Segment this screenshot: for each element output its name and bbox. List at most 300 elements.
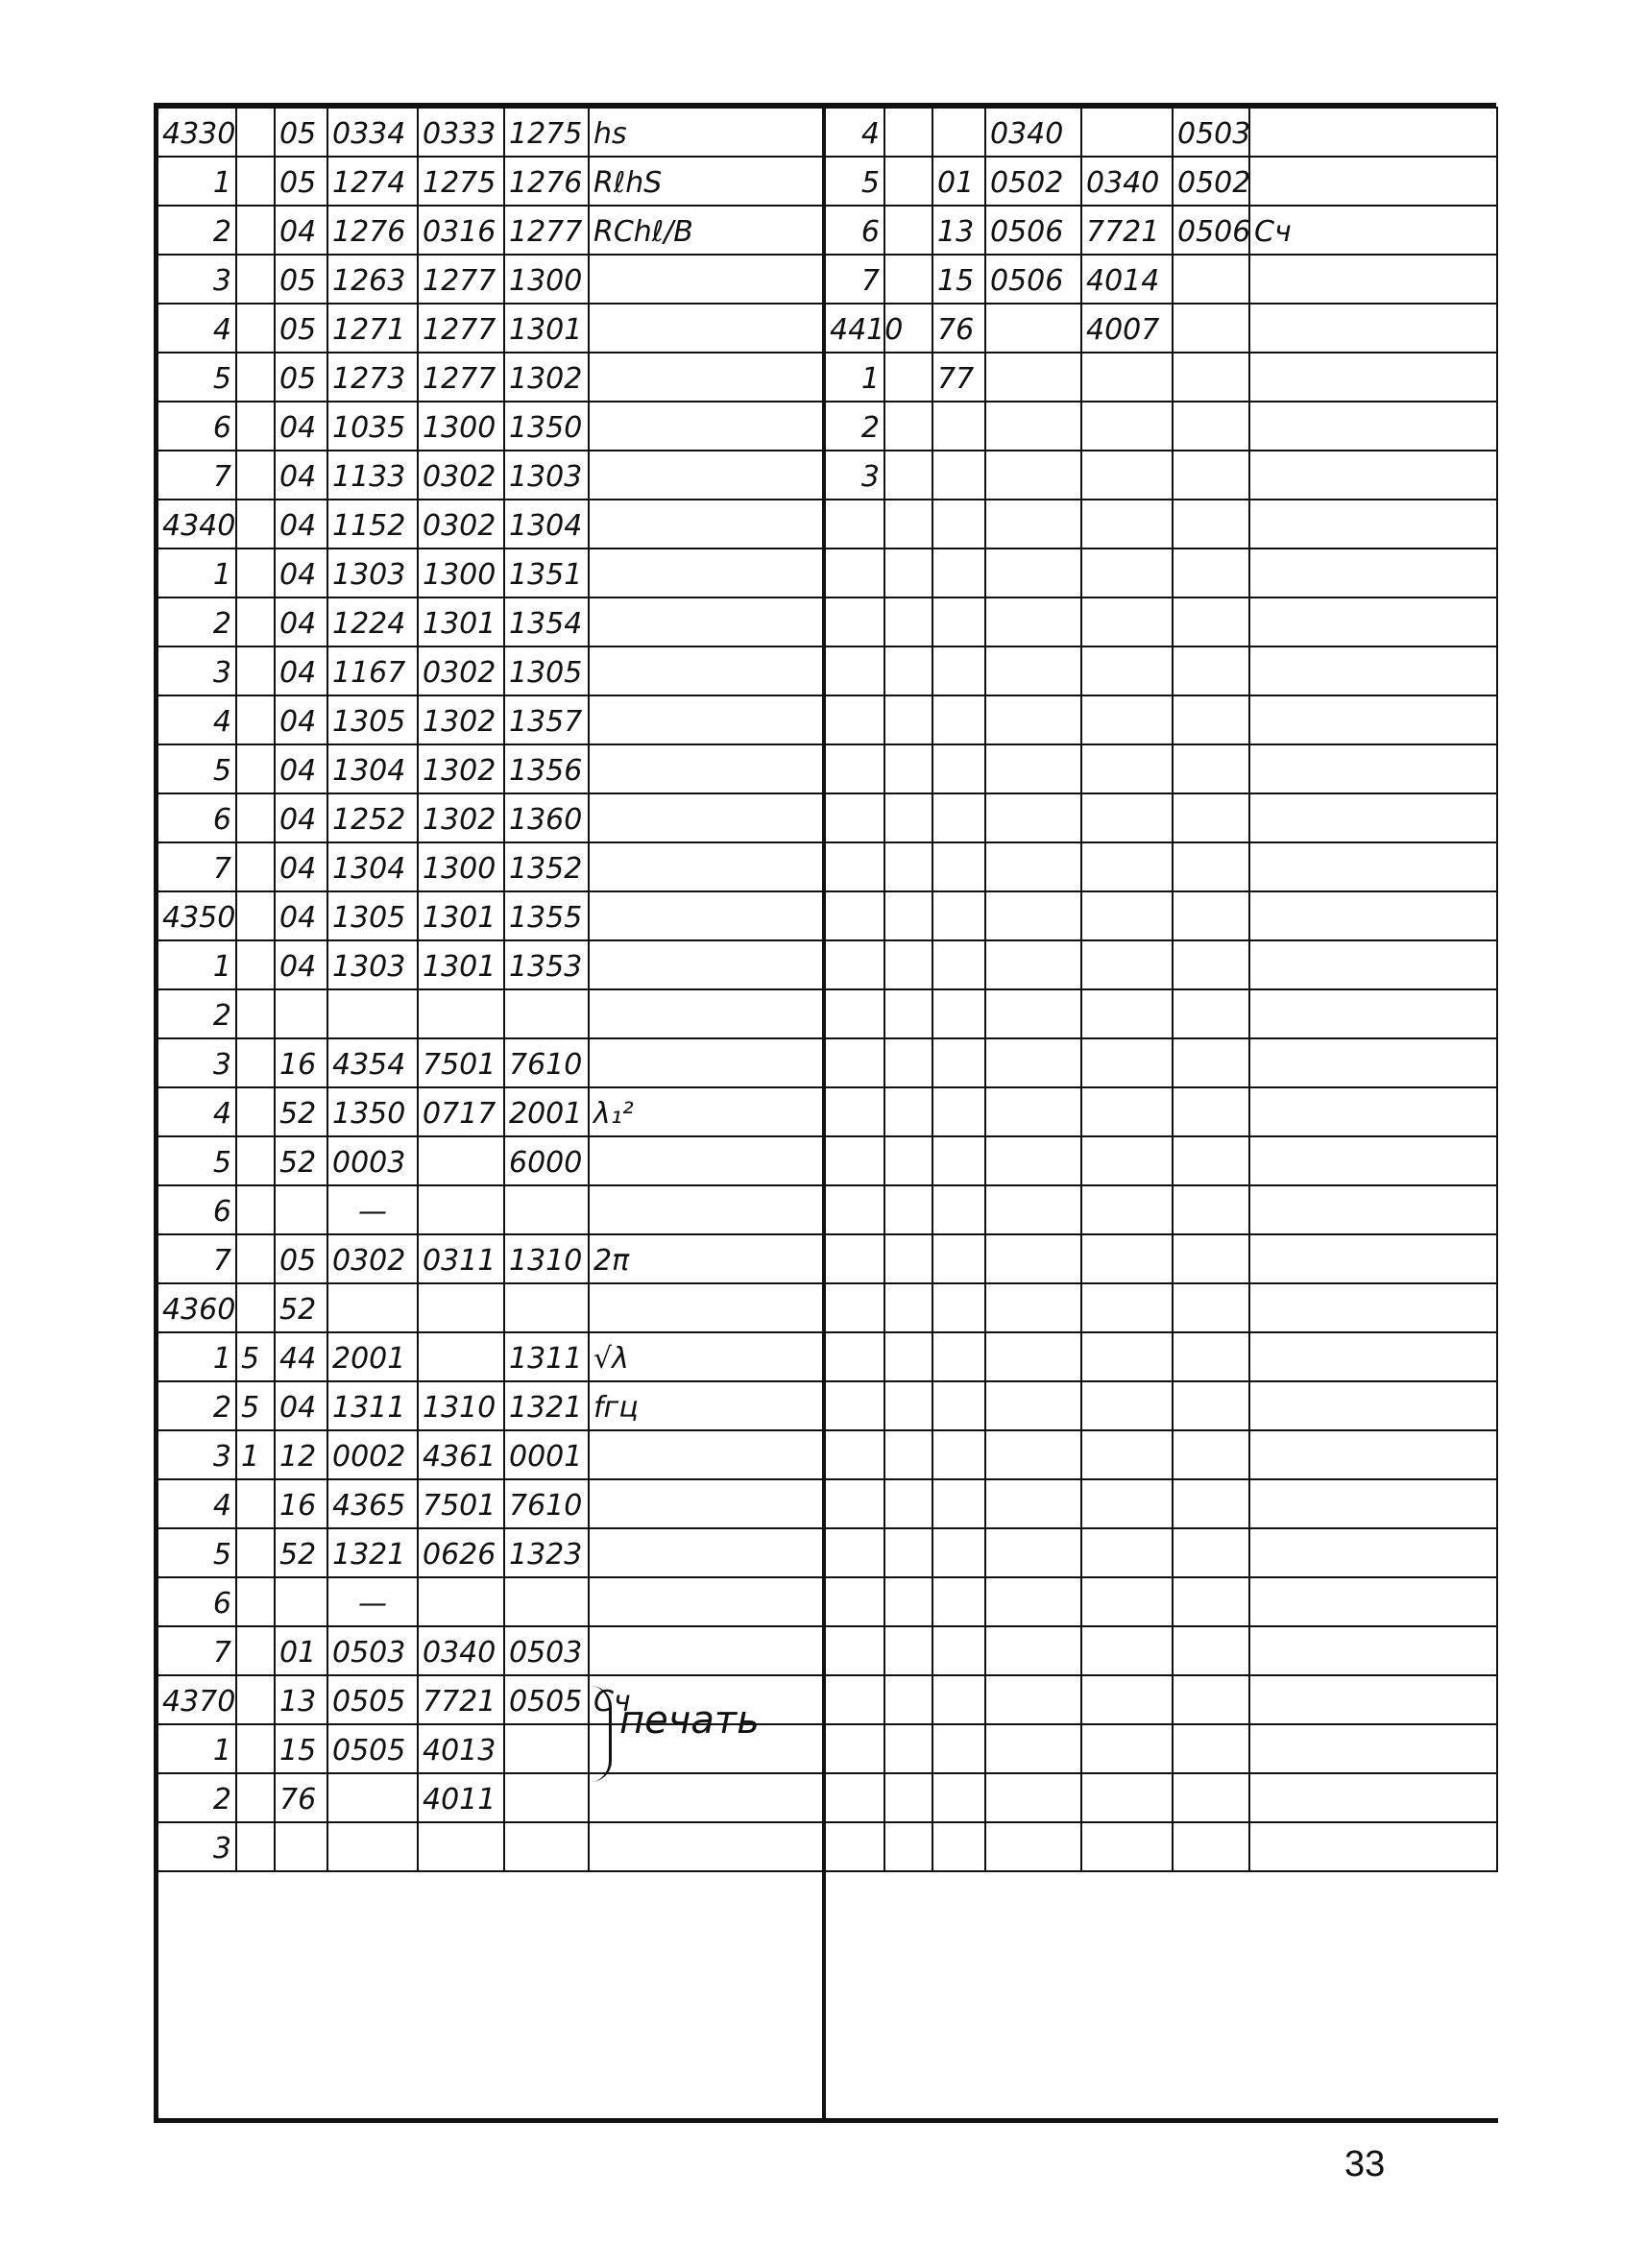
address-cell: 4330 <box>157 108 236 157</box>
operand3-cell <box>1173 1773 1249 1822</box>
table-row <box>157 500 825 549</box>
print-brace-label: печать <box>619 1698 760 1743</box>
flag-cell <box>236 1038 275 1087</box>
opcode-cell: 05 <box>275 1234 327 1283</box>
address-cell: 2 <box>157 989 236 1038</box>
table-row <box>825 1479 1497 1528</box>
address-cell: 4 <box>157 304 236 353</box>
operand3-cell <box>1173 793 1249 842</box>
table-row <box>825 597 1497 646</box>
note-cell <box>1249 1479 1497 1528</box>
right-table-body <box>825 108 1497 1871</box>
address-cell: 3 <box>157 646 236 695</box>
operand3-cell: 1301 <box>504 304 589 353</box>
operand3-cell <box>1173 255 1249 304</box>
table-row <box>825 1381 1497 1430</box>
table-row <box>825 353 1497 402</box>
flag-cell <box>884 597 932 646</box>
table-row <box>825 1283 1497 1332</box>
note-cell <box>589 1430 825 1479</box>
table-row <box>157 157 825 206</box>
opcode-cell: 04 <box>275 744 327 793</box>
operand3-cell: 1352 <box>504 842 589 891</box>
operand1-cell <box>985 1332 1081 1381</box>
address-cell <box>825 1234 884 1283</box>
note-cell <box>589 255 825 304</box>
operand2-cell <box>1081 1185 1173 1234</box>
opcode-cell <box>932 451 985 500</box>
flag-cell <box>884 451 932 500</box>
note-cell <box>589 353 825 402</box>
note-cell <box>1249 1577 1497 1626</box>
opcode-cell <box>932 1234 985 1283</box>
opcode-cell: 16 <box>275 1479 327 1528</box>
operand1-cell <box>985 451 1081 500</box>
operand1-cell: 1133 <box>327 451 418 500</box>
flag-cell <box>236 1283 275 1332</box>
operand3-cell: 1302 <box>504 353 589 402</box>
opcode-cell: 77 <box>932 353 985 402</box>
opcode-cell <box>932 842 985 891</box>
operand1-cell: 0002 <box>327 1430 418 1479</box>
operand1-cell <box>985 1136 1081 1185</box>
operand2-cell: 1302 <box>418 793 504 842</box>
address-cell: 4370 <box>157 1675 236 1724</box>
table-row <box>825 206 1497 255</box>
address-cell <box>825 1675 884 1724</box>
operand2-cell <box>1081 744 1173 793</box>
right-program-table <box>824 107 1498 1872</box>
table-row <box>825 1724 1497 1773</box>
operand1-cell <box>985 940 1081 989</box>
table-row <box>157 304 825 353</box>
table-row <box>157 597 825 646</box>
table-row <box>825 940 1497 989</box>
flag-cell <box>884 793 932 842</box>
operand2-cell <box>418 1332 504 1381</box>
table-row <box>157 255 825 304</box>
operand2-cell: 1300 <box>418 549 504 597</box>
opcode-cell: 76 <box>932 304 985 353</box>
opcode-cell: 04 <box>275 891 327 940</box>
operand1-cell: 0334 <box>327 108 418 157</box>
address-cell: 7 <box>157 1234 236 1283</box>
address-cell: 4 <box>157 695 236 744</box>
note-cell <box>589 1136 825 1185</box>
note-cell <box>1249 1724 1497 1773</box>
opcode-cell <box>932 989 985 1038</box>
opcode-cell: 52 <box>275 1528 327 1577</box>
operand1-cell: 0506 <box>985 206 1081 255</box>
opcode-cell: 52 <box>275 1283 327 1332</box>
operand1-cell <box>327 1822 418 1871</box>
table-row <box>157 1038 825 1087</box>
opcode-cell: 05 <box>275 353 327 402</box>
note-cell <box>1249 1136 1497 1185</box>
opcode-cell: 05 <box>275 157 327 206</box>
operand1-cell: 1167 <box>327 646 418 695</box>
operand2-cell <box>1081 1675 1173 1724</box>
operand1-cell <box>985 1675 1081 1724</box>
operand2-cell <box>418 1822 504 1871</box>
operand3-cell: 1300 <box>504 255 589 304</box>
operand3-cell: 1277 <box>504 206 589 255</box>
note-cell <box>589 1479 825 1528</box>
operand1-cell: 0503 <box>327 1626 418 1675</box>
operand2-cell: 0333 <box>418 108 504 157</box>
operand3-cell <box>504 1822 589 1871</box>
opcode-cell: 05 <box>275 255 327 304</box>
table-row <box>157 549 825 597</box>
address-cell: 4340 <box>157 500 236 549</box>
opcode-cell <box>932 1087 985 1136</box>
opcode-cell: 15 <box>275 1724 327 1773</box>
flag-cell <box>884 206 932 255</box>
operand3-cell: 1321 <box>504 1381 589 1430</box>
operand1-cell <box>985 1773 1081 1822</box>
opcode-cell <box>932 793 985 842</box>
address-cell: 4410 <box>825 304 884 353</box>
address-cell: 5 <box>157 353 236 402</box>
note-cell <box>1249 1675 1497 1724</box>
opcode-cell <box>932 695 985 744</box>
flag-cell <box>884 1724 932 1773</box>
operand1-cell: 1274 <box>327 157 418 206</box>
note-cell <box>1249 793 1497 842</box>
operand1-cell: 1271 <box>327 304 418 353</box>
note-cell <box>1249 451 1497 500</box>
opcode-cell: 15 <box>932 255 985 304</box>
opcode-cell: 04 <box>275 940 327 989</box>
operand2-cell: 7501 <box>418 1038 504 1087</box>
operand2-cell <box>1081 1283 1173 1332</box>
flag-cell <box>884 1626 932 1675</box>
note-cell: Сч <box>589 1675 825 1724</box>
operand3-cell <box>1173 1038 1249 1087</box>
note-cell <box>1249 1381 1497 1430</box>
operand2-cell: 1301 <box>418 891 504 940</box>
operand2-cell: 1301 <box>418 597 504 646</box>
operand2-cell <box>418 1136 504 1185</box>
flag-cell <box>884 108 932 157</box>
table-row <box>157 940 825 989</box>
operand2-cell <box>1081 1626 1173 1675</box>
opcode-cell <box>932 1430 985 1479</box>
note-cell <box>1249 940 1497 989</box>
address-cell <box>825 891 884 940</box>
opcode-cell: 04 <box>275 402 327 451</box>
flag-cell <box>236 940 275 989</box>
address-cell: 5 <box>157 1136 236 1185</box>
address-cell <box>825 1430 884 1479</box>
operand3-cell <box>504 1773 589 1822</box>
address-cell <box>825 1381 884 1430</box>
note-cell <box>589 1283 825 1332</box>
address-cell: 6 <box>157 1185 236 1234</box>
flag-cell <box>236 1087 275 1136</box>
note-cell <box>589 304 825 353</box>
note-cell <box>589 793 825 842</box>
note-cell <box>1249 1773 1497 1822</box>
table-row <box>825 1038 1497 1087</box>
operand2-cell <box>418 1577 504 1626</box>
note-cell: RChℓ/B <box>589 206 825 255</box>
operand1-cell <box>985 353 1081 402</box>
table-row <box>825 1626 1497 1675</box>
table-row <box>157 1479 825 1528</box>
flag-cell <box>884 1773 932 1822</box>
operand1-cell: 0505 <box>327 1675 418 1724</box>
operand2-cell: 1277 <box>418 255 504 304</box>
operand2-cell <box>1081 1822 1173 1871</box>
table-row <box>825 646 1497 695</box>
operand2-cell <box>418 1283 504 1332</box>
operand1-cell: 4365 <box>327 1479 418 1528</box>
operand2-cell: 0302 <box>418 451 504 500</box>
opcode-cell: 01 <box>932 157 985 206</box>
flag-cell <box>884 1675 932 1724</box>
opcode-cell <box>932 891 985 940</box>
address-cell: 4 <box>157 1479 236 1528</box>
operand2-cell <box>418 989 504 1038</box>
opcode-cell <box>932 108 985 157</box>
operand2-cell: 0302 <box>418 646 504 695</box>
table-row <box>157 108 825 157</box>
operand2-cell: 7721 <box>418 1675 504 1724</box>
flag-cell <box>884 549 932 597</box>
operand3-cell <box>1173 1724 1249 1773</box>
operand1-cell <box>985 1381 1081 1430</box>
operand3-cell: 0503 <box>504 1626 589 1675</box>
flag-cell <box>236 451 275 500</box>
table-row <box>825 1234 1497 1283</box>
address-cell: 7 <box>157 842 236 891</box>
note-cell <box>1249 842 1497 891</box>
address-cell <box>825 1185 884 1234</box>
operand3-cell <box>1173 891 1249 940</box>
address-cell: 4 <box>157 1087 236 1136</box>
address-cell: 3 <box>157 1822 236 1871</box>
note-cell <box>589 451 825 500</box>
opcode-cell <box>932 597 985 646</box>
operand2-cell <box>1081 500 1173 549</box>
table-row <box>825 304 1497 353</box>
table-row <box>157 1185 825 1234</box>
address-cell: 2 <box>157 597 236 646</box>
operand3-cell <box>1173 500 1249 549</box>
flag-cell <box>236 255 275 304</box>
address-cell: 3 <box>157 255 236 304</box>
operand1-cell <box>985 1234 1081 1283</box>
table-row <box>157 402 825 451</box>
operand2-cell: 1301 <box>418 940 504 989</box>
operand1-cell <box>327 1283 418 1332</box>
operand3-cell <box>1173 744 1249 793</box>
note-cell: Сч <box>1249 206 1497 255</box>
operand3-cell: 0503 <box>1173 108 1249 157</box>
operand1-cell <box>985 646 1081 695</box>
table-row <box>825 1332 1497 1381</box>
operand2-cell <box>1081 1577 1173 1626</box>
operand2-cell: 0316 <box>418 206 504 255</box>
operand3-cell: 0505 <box>504 1675 589 1724</box>
note-cell <box>589 842 825 891</box>
address-cell <box>825 1136 884 1185</box>
note-cell: RℓhS <box>589 157 825 206</box>
flag-cell <box>236 1773 275 1822</box>
operand2-cell <box>1081 451 1173 500</box>
opcode-cell <box>932 402 985 451</box>
left-program-table <box>157 107 826 1872</box>
operand3-cell <box>1173 1626 1249 1675</box>
note-cell <box>1249 402 1497 451</box>
flag-cell <box>236 206 275 255</box>
address-cell: 3 <box>157 1038 236 1087</box>
operand2-cell <box>1081 989 1173 1038</box>
operand3-cell: 2001 <box>504 1087 589 1136</box>
opcode-cell <box>932 1675 985 1724</box>
flag-cell <box>236 1136 275 1185</box>
operand1-cell: 0502 <box>985 157 1081 206</box>
operand2-cell: 7721 <box>1081 206 1173 255</box>
operand1-cell <box>985 1087 1081 1136</box>
note-cell <box>1249 108 1497 157</box>
operand2-cell: 1310 <box>418 1381 504 1430</box>
operand1-cell: 1304 <box>327 744 418 793</box>
operand3-cell: 1310 <box>504 1234 589 1283</box>
page-number: 33 <box>1344 2144 1386 2184</box>
note-cell <box>1249 1626 1497 1675</box>
operand1-cell <box>985 1479 1081 1528</box>
opcode-cell: 04 <box>275 1381 327 1430</box>
operand2-cell: 0311 <box>418 1234 504 1283</box>
operand1-cell: 1224 <box>327 597 418 646</box>
table-row <box>825 108 1497 157</box>
operand1-cell: 1305 <box>327 891 418 940</box>
flag-cell <box>236 304 275 353</box>
note-cell <box>1249 891 1497 940</box>
table-row <box>825 1675 1497 1724</box>
operand3-cell: 1353 <box>504 940 589 989</box>
address-cell: 1 <box>157 157 236 206</box>
note-cell <box>589 646 825 695</box>
flag-cell <box>236 157 275 206</box>
table-row <box>157 1773 825 1822</box>
operand2-cell <box>1081 402 1173 451</box>
flag-cell <box>884 989 932 1038</box>
note-cell <box>1249 1038 1497 1087</box>
operand3-cell: 1356 <box>504 744 589 793</box>
operand1-cell: 1321 <box>327 1528 418 1577</box>
note-cell <box>589 1577 825 1626</box>
address-cell <box>825 1479 884 1528</box>
operand2-cell <box>1081 1479 1173 1528</box>
operand2-cell <box>1081 597 1173 646</box>
flag-cell <box>884 1234 932 1283</box>
note-cell <box>1249 1185 1497 1234</box>
flag-cell <box>884 1087 932 1136</box>
operand1-cell <box>327 989 418 1038</box>
operand1-cell <box>985 1185 1081 1234</box>
operand1-cell <box>327 1773 418 1822</box>
opcode-cell: 13 <box>932 206 985 255</box>
table-row <box>157 1430 825 1479</box>
flag-cell <box>236 500 275 549</box>
flag-cell <box>884 842 932 891</box>
opcode-cell <box>932 1773 985 1822</box>
operand1-cell <box>985 891 1081 940</box>
opcode-cell <box>275 1185 327 1234</box>
note-cell <box>589 744 825 793</box>
opcode-cell: 76 <box>275 1773 327 1822</box>
table-row <box>825 989 1497 1038</box>
operand1-cell: 0340 <box>985 108 1081 157</box>
operand1-cell <box>985 1038 1081 1087</box>
operand1-cell <box>985 1283 1081 1332</box>
address-cell: 6 <box>157 793 236 842</box>
flag-cell: 5 <box>236 1381 275 1430</box>
note-cell <box>1249 353 1497 402</box>
flag-cell <box>236 793 275 842</box>
address-cell: 6 <box>825 206 884 255</box>
operand3-cell <box>1173 1822 1249 1871</box>
table-row <box>157 206 825 255</box>
operand2-cell <box>1081 549 1173 597</box>
operand3-cell <box>1173 353 1249 402</box>
operand2-cell: 1302 <box>418 744 504 793</box>
operand3-cell <box>504 989 589 1038</box>
operand3-cell <box>504 1185 589 1234</box>
operand2-cell <box>1081 940 1173 989</box>
operand2-cell: 1300 <box>418 402 504 451</box>
note-cell: λ₁² <box>589 1087 825 1136</box>
operand3-cell <box>1173 842 1249 891</box>
address-cell <box>825 940 884 989</box>
opcode-cell: 04 <box>275 451 327 500</box>
opcode-cell <box>932 1381 985 1430</box>
operand1-cell: 0302 <box>327 1234 418 1283</box>
operand1-cell <box>985 1577 1081 1626</box>
address-cell: 6 <box>157 1577 236 1626</box>
print-brace <box>588 1686 612 1782</box>
address-cell <box>825 793 884 842</box>
note-cell <box>589 695 825 744</box>
flag-cell <box>236 891 275 940</box>
operand3-cell <box>1173 1332 1249 1381</box>
address-cell <box>825 1822 884 1871</box>
note-cell <box>1249 1430 1497 1479</box>
operand1-cell: 1035 <box>327 402 418 451</box>
flag-cell <box>236 597 275 646</box>
operand3-cell <box>1173 646 1249 695</box>
address-cell <box>825 1038 884 1087</box>
operand3-cell: 1355 <box>504 891 589 940</box>
table-row <box>825 793 1497 842</box>
address-cell: 7 <box>157 1626 236 1675</box>
opcode-cell <box>932 1479 985 1528</box>
table-row <box>157 1234 825 1283</box>
operand1-cell <box>985 744 1081 793</box>
operand3-cell: 1276 <box>504 157 589 206</box>
table-row <box>825 744 1497 793</box>
address-cell <box>825 1577 884 1626</box>
table-row <box>825 695 1497 744</box>
flag-cell <box>236 1234 275 1283</box>
address-cell: 4360 <box>157 1283 236 1332</box>
operand2-cell: 0717 <box>418 1087 504 1136</box>
operand3-cell: 0502 <box>1173 157 1249 206</box>
table-row <box>825 402 1497 451</box>
